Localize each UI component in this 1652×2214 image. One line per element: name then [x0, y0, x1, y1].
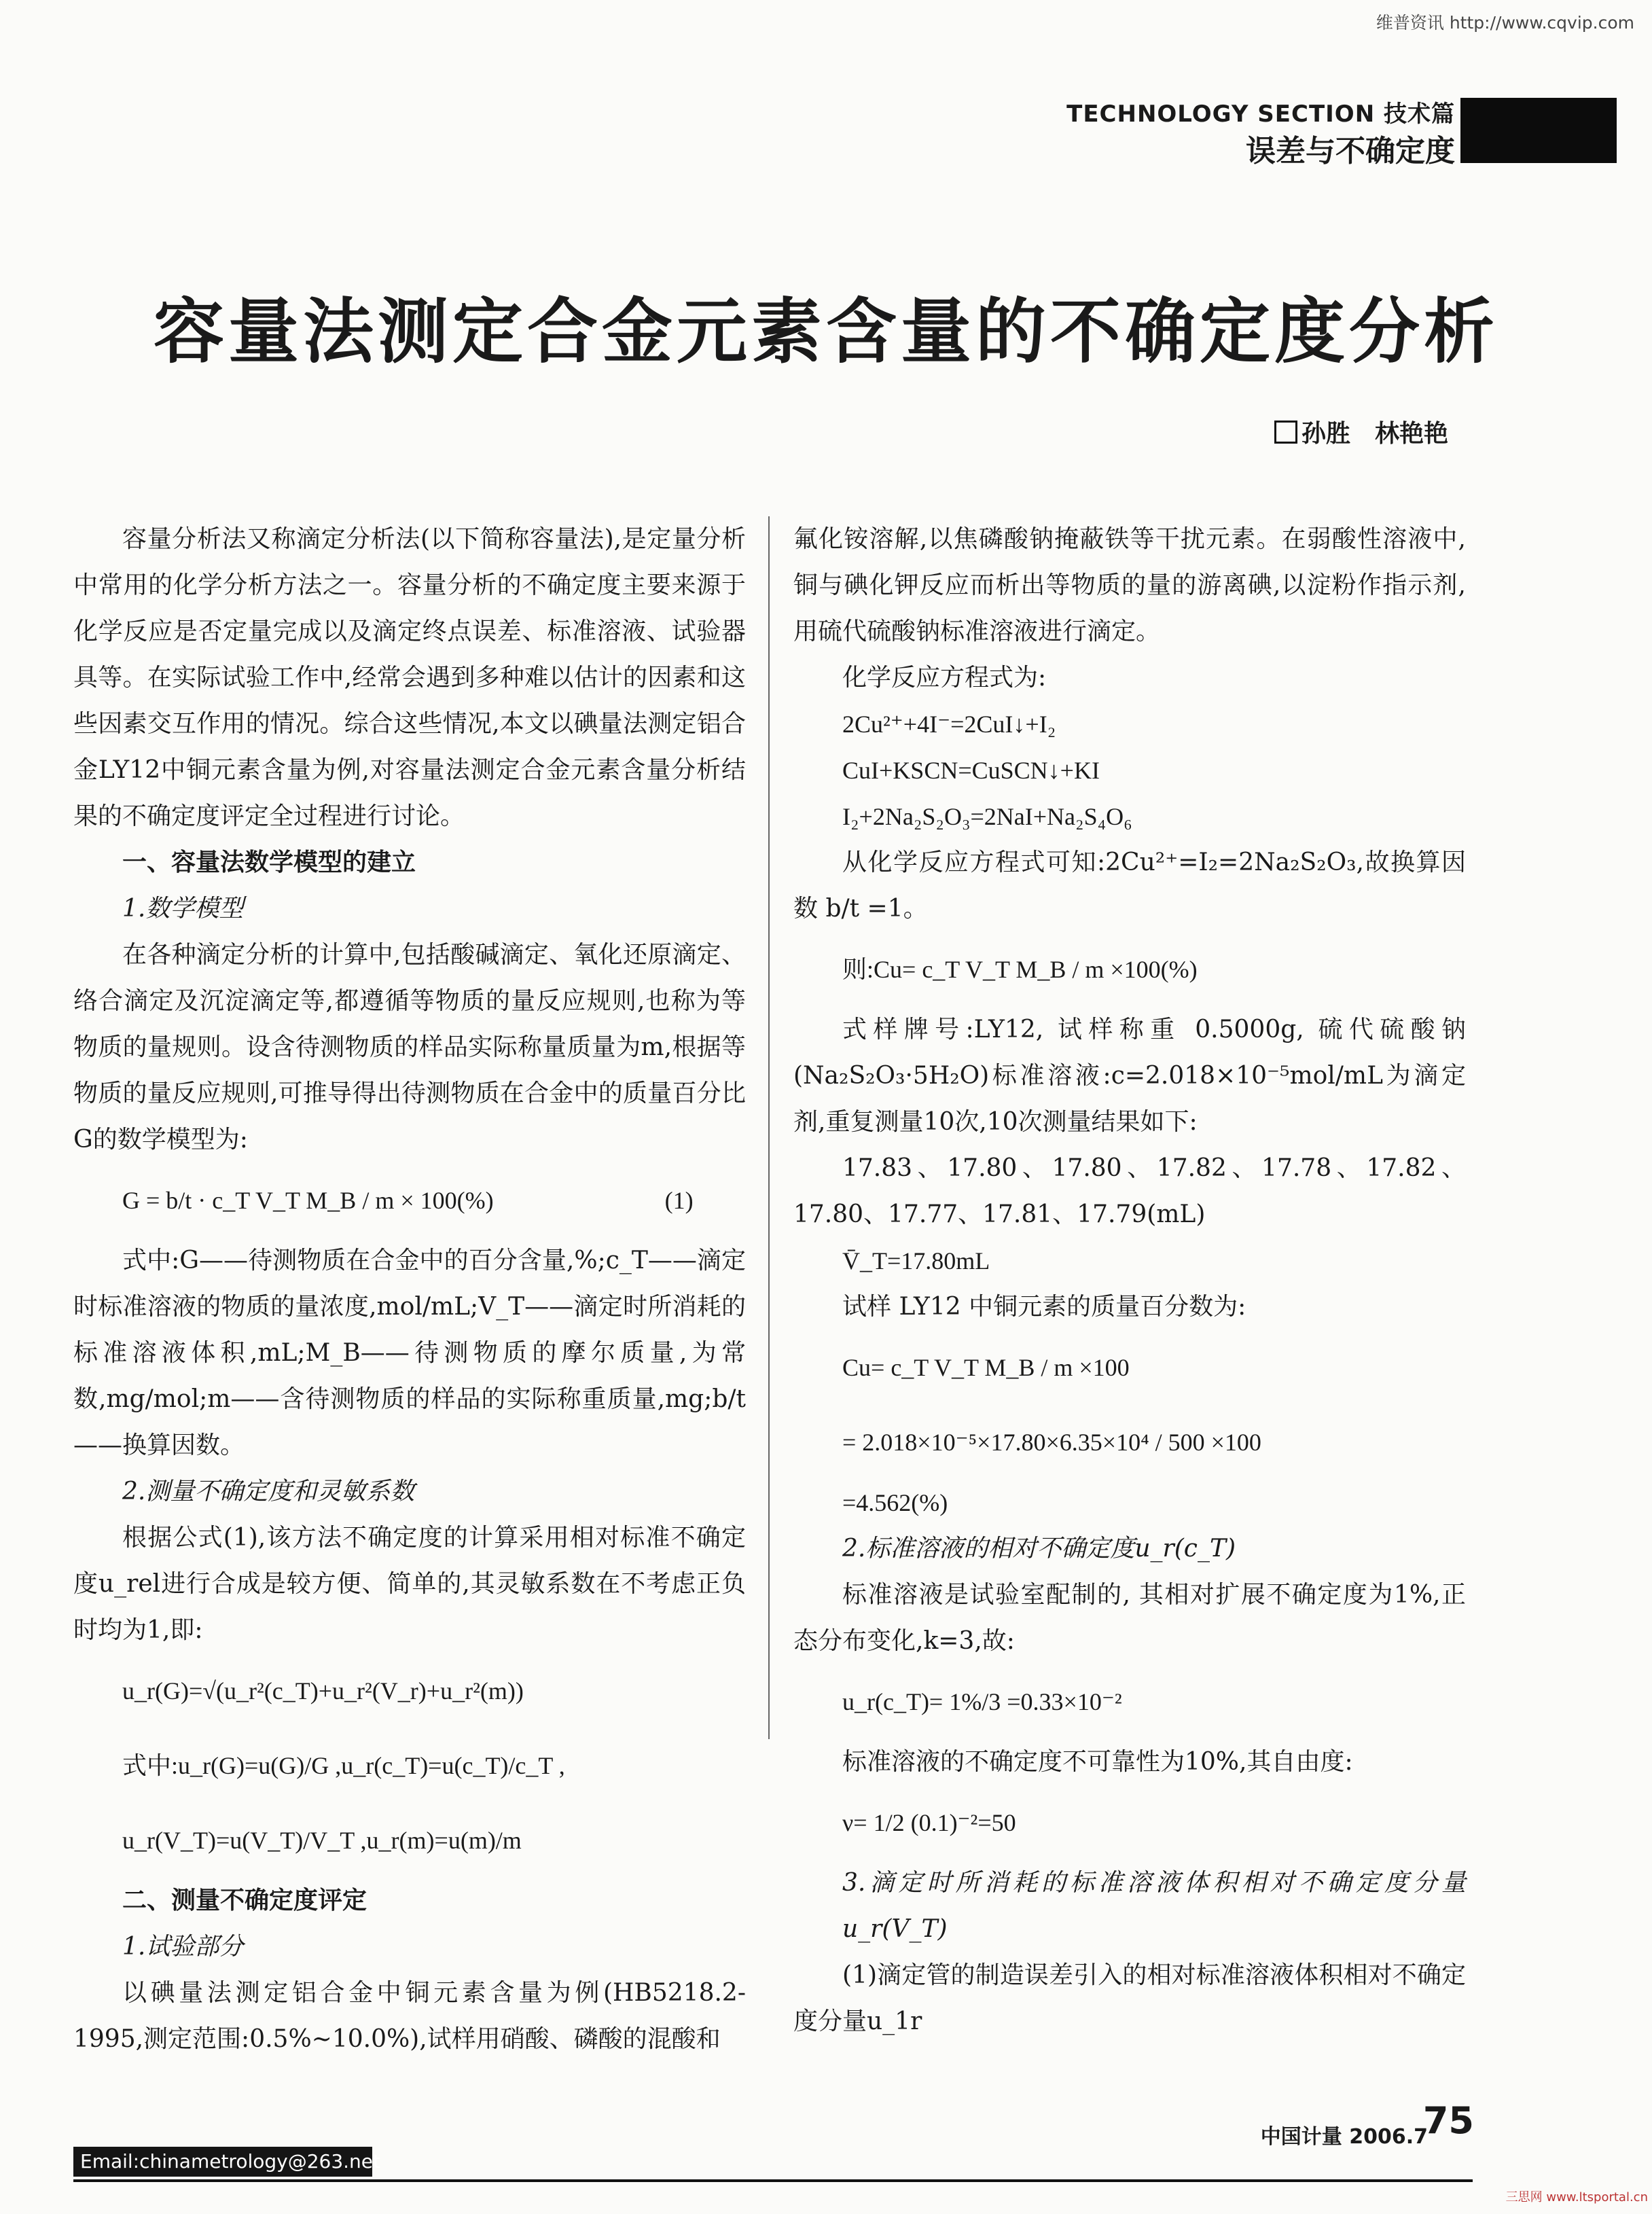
equation: 2Cu²⁺+4I⁻=2CuI↓+I₂ [842, 711, 1056, 738]
paragraph: 以碘量法测定铝合金中铜元素含量为例(HB5218.2-1995,测定范围:0.5%~10.0%),试样用硝酸、磷酸的混酸和 [73, 1979, 746, 2053]
equation: u_r(G)=√(u_r²(c_T)+u_r²(V_r)+u_r²(m)) [122, 1677, 524, 1704]
paragraph: 标准溶液是试验室配制的, 其相对扩展不确定度为1%,正态分布变化,k=3,故: [793, 1581, 1466, 1655]
footer-email: Email:chinametrology@263.net [73, 2147, 372, 2177]
equation: G = b/t · c_T V_T M_B / m × 100(%) (1) [122, 1187, 694, 1214]
paragraph: 标准溶液的不确定度不可靠性为10%,其自由度: [842, 1748, 1353, 1776]
equation: CuI+KSCN=CuSCN↓+KI [842, 757, 1100, 784]
page-number: 75 [1422, 2099, 1474, 2142]
paragraph: (1)滴定管的制造误差引入的相对标准溶液体积相对不确定度分量u_1r [793, 1961, 1466, 2035]
subsection-heading: 1.试验部分 [122, 1933, 244, 1961]
paragraph: 氟化铵溶解,以焦磷酸钠掩蔽铁等干扰元素。在弱酸性溶液中,铜与碘化钾反应而析出等物质的量的游离碘,以淀粉作指示剂,用硫代硫酸钠标准溶液进行滴定。 [793, 525, 1466, 645]
section-heading: 二、测量不确定度评定 [122, 1887, 367, 1914]
equation: V̄_T=17.80mL [842, 1247, 990, 1274]
equation: ν= 1/2 (0.1)⁻²=50 [842, 1809, 1016, 1836]
paragraph: 式中:G——待测物质在合金中的百分含量,%;c_T——滴定时标准溶液的物质的量浓度,mol/mL;V_T——滴定时所消耗的标准溶液体积,mL;M_B——待测物质的摩尔质量,为常数,mg/mol;m——含待测物质的样品的实际称重质量,mg;b/t——换算因数。 [73, 1247, 746, 1459]
footer-site: 三思网 www.ltsportal.cn [1505, 2190, 1648, 2204]
watermark: 维普资讯 http://www.cqvip.com [1376, 13, 1634, 33]
paragraph: 试样 LY12 中铜元素的质量百分数为: [842, 1293, 1246, 1321]
equation: u_r(c_T)= 1%/3 =0.33×10⁻² [842, 1688, 1122, 1715]
equation: u_r(V_T)=u(V_T)/V_T ,u_r(m)=u(m)/m [122, 1827, 522, 1854]
equation: I₂+2Na₂S₂O₃=2NaI+Na₂S₄O₆ [842, 803, 1132, 830]
journal-issue: 中国计量 2006.7 [1260, 2125, 1428, 2149]
paragraph: 式样牌号:LY12, 试样称重 0.5000g, 硫代硫酸钠(Na₂S₂O₃·5H₂O)标准溶液:c=2.018×10⁻⁵mol/mL为滴定剂,重复测量10次,10次测量结果如下: [793, 1016, 1466, 1136]
author-names: 孙胜 林艳艳 [1301, 420, 1448, 448]
subsection-heading: 3.滴定时所消耗的标准溶液体积相对不确定度分量u_r(V_T) [842, 1869, 1466, 1943]
authors [1274, 414, 1448, 449]
column-divider [768, 516, 770, 1739]
equation: = 2.018×10⁻⁵×17.80×6.35×10⁴ / 500 ×100 [842, 1429, 1261, 1456]
paragraph: 17.83、17.80、17.80、17.82、17.78、17.82、17.80、17.77、17.81、17.79(mL) [793, 1154, 1466, 1228]
paragraph: 容量分析法又称滴定分析法(以下简称容量法),是定量分析中常用的化学分析方法之一。容量分析的不确定度主要来源于化学反应是否定量完成以及滴定终点误差、标准溶液、试验器具等。在实际试验工作中,经常会遇到多种难以估计的因素和这些因素交互作用的情况。综合这些情况,本文以碘量法测定铝合金LY12中铜元素含量为例,对容量法测定合金元素含量分析结果的不确定度评定全过程进行讨论。 [73, 525, 746, 830]
section-label-cn: 误差与不确定度 [1246, 134, 1455, 168]
paragraph: 在各种滴定分析的计算中,包括酸碱滴定、氧化还原滴定、络合滴定及沉淀滴定等,都遵循等物质的量反应规则,也称为等物质的量规则。设含待测物质的样品实际称量质量为m,根据等物质的量反应规则,可推导得出待测物质在合金中的质量百分比G的数学模型为: [73, 941, 746, 1154]
section-heading: 一、容量法数学模型的建立 [122, 849, 416, 876]
footer-rule [73, 2179, 1473, 2182]
subsection-heading: 2.标准溶液的相对不确定度u_r(c_T) [842, 1535, 1236, 1563]
equation: Cu= c_T V_T M_B / m ×100 [842, 1354, 1130, 1381]
equation: 则:Cu= c_T V_T M_B / m ×100(%) [842, 956, 1198, 983]
subsection-heading: 1.数学模型 [122, 895, 244, 923]
paragraph: 从化学反应方程式可知:2Cu²⁺=I₂=2Na₂S₂O₃,故换算因数 b/t =1。 [793, 849, 1466, 923]
subsection-heading: 2.测量不确定度和灵敏系数 [122, 1478, 415, 1505]
left-column [73, 516, 746, 2063]
right-column [793, 516, 1466, 2045]
header-block [1460, 98, 1617, 163]
equation: =4.562(%) [842, 1489, 948, 1516]
article-title: 容量法测定合金元素含量的不确定度分析 [153, 290, 1498, 373]
paragraph: 化学反应方程式为: [842, 664, 1047, 692]
section-label-en: TECHNOLOGY SECTION 技术篇 [1066, 101, 1455, 128]
paragraph: 根据公式(1),该方法不确定度的计算采用相对标准不确定度u_rel进行合成是较方便、简单的,其灵敏系数在不考虑正负时均为1,即: [73, 1524, 746, 1644]
author-box-icon [1274, 421, 1297, 444]
equation: 式中:u_r(G)=u(G)/G ,u_r(c_T)=u(c_T)/c_T , [122, 1752, 565, 1779]
